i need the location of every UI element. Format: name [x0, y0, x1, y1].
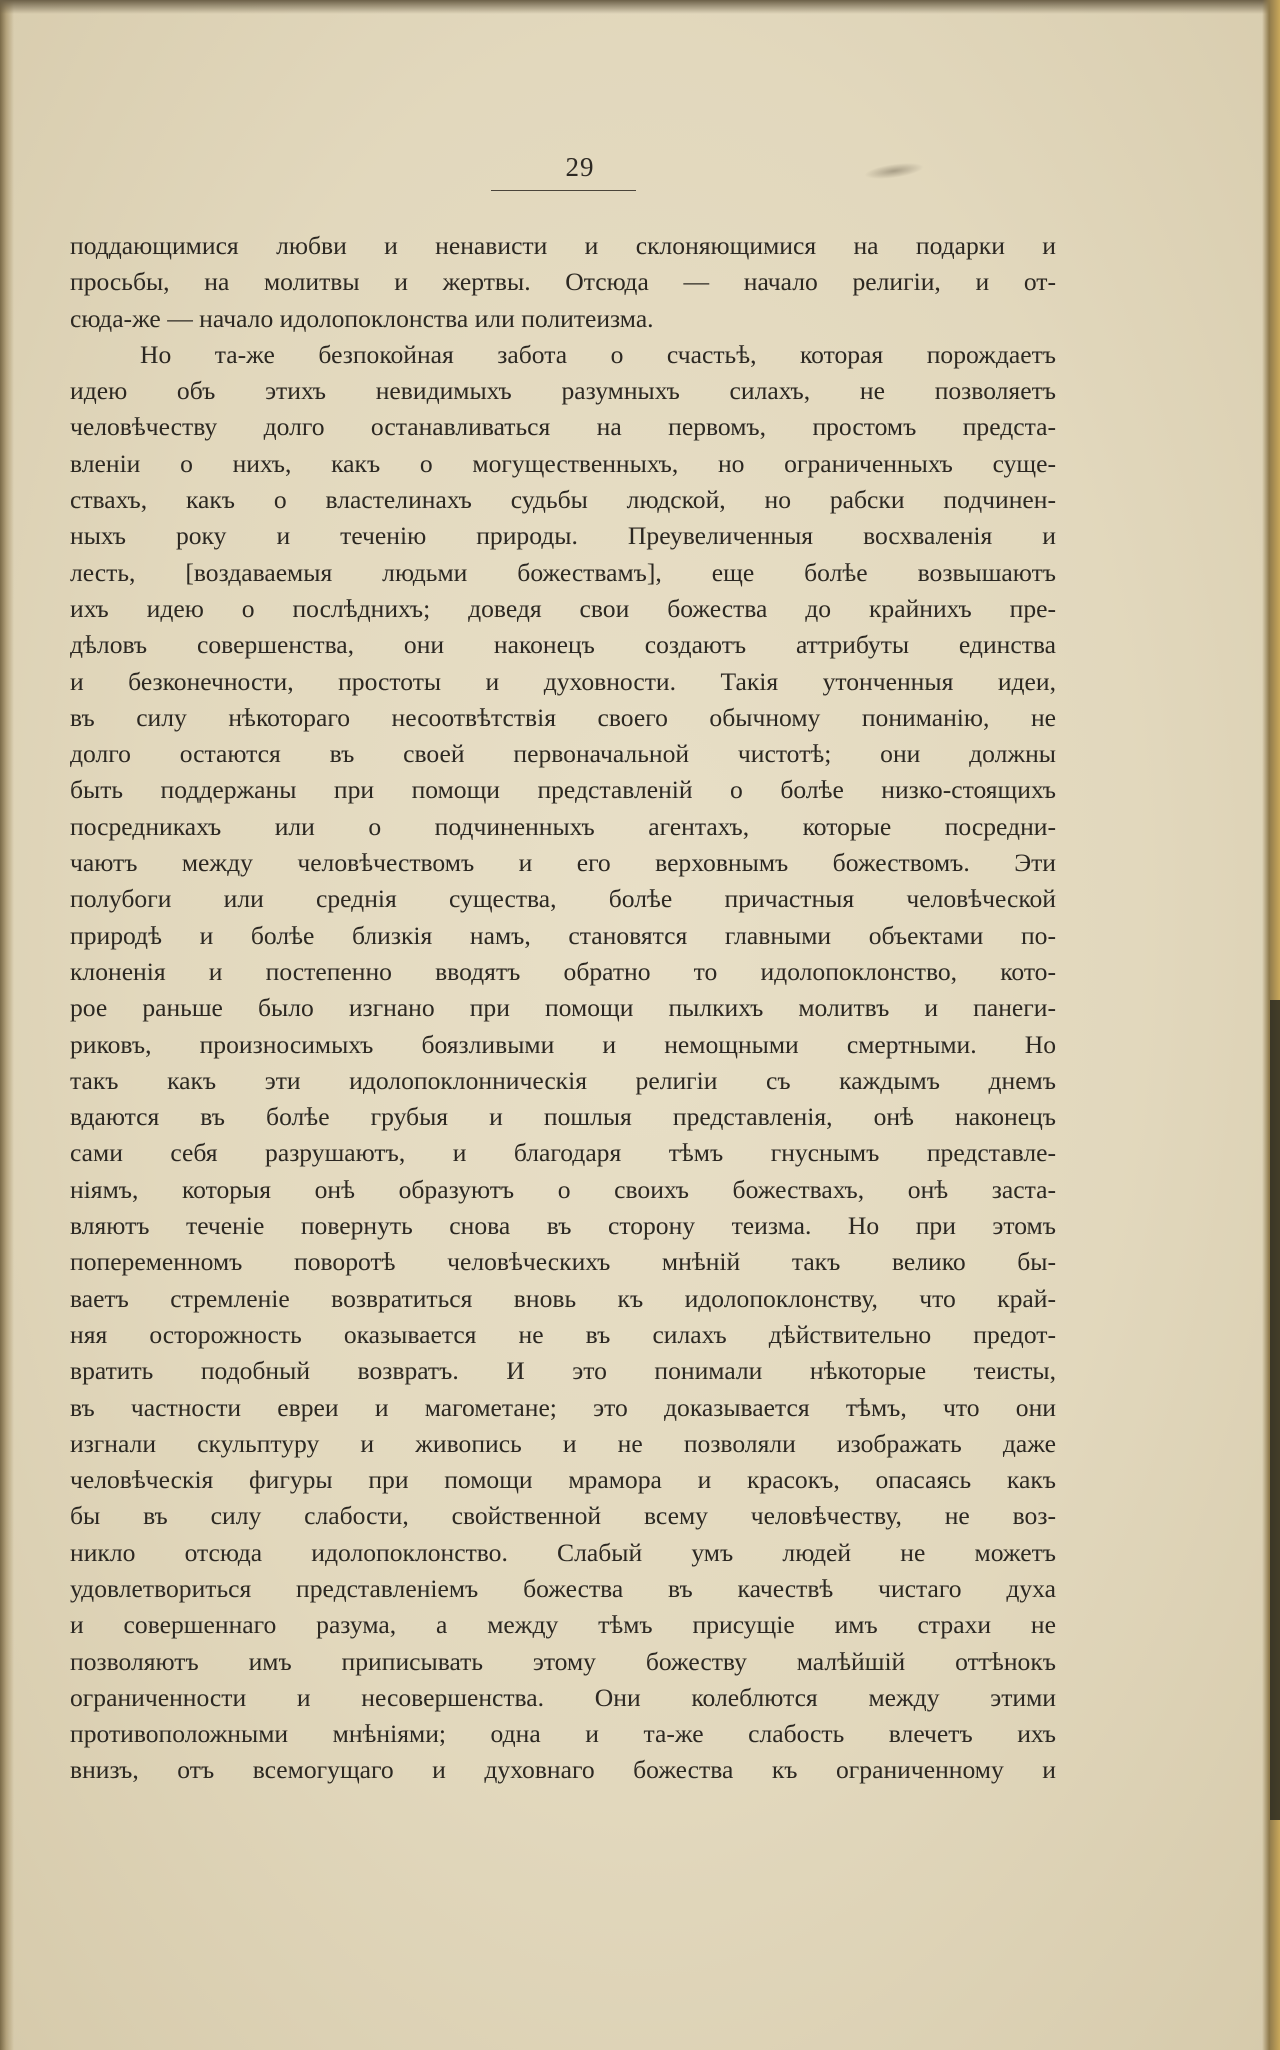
text-line: такъ какъ эти идолопоклонническiя религiи съ каждымъ днемъ [70, 1065, 1056, 1095]
text-line: Но та-же безпокойная забота о счастьѣ, которая порождаетъ [140, 339, 1056, 369]
text-line: чаютъ между человѣчествомъ и его верховнымъ божествомъ. Эти [70, 848, 1056, 878]
text-line: клоненiя и постепенно вводятъ обратно то идолопоклонство, кото- [70, 956, 1056, 986]
text-line: ныхъ року и теченiю природы. Преувеличенныя восхваленiя и [70, 521, 1056, 551]
text-line: ограниченности и несовершенства. Они колеблются между этими [70, 1682, 1056, 1712]
top-edge-shadow [0, 0, 1280, 14]
text-line: ихъ идею о послѣднихъ; доведя свои божества до крайнихъ пре- [70, 593, 1056, 623]
binding-edge [0, 0, 14, 2050]
text-line: вратить подобный возвратъ. И это понимали нѣкоторые теисты, [70, 1356, 1056, 1386]
text-line: въ силу нѣкотораго несоотвѣтствiя своего обычному пониманiю, не [70, 702, 1056, 732]
text-line: дѣловъ совершенства, они наконецъ создаютъ аттрибуты единства [70, 630, 1056, 660]
text-line: просьбы, на молитвы и жертвы. Отсюда — начало религiи, и от- [70, 267, 1056, 297]
text-line: человѣческiя фигуры при помощи мрамора и красокъ, опасаясь какъ [70, 1465, 1056, 1495]
page-number-rule [491, 190, 636, 191]
text-line: сами себя разрушаютъ, и благодаря тѣмъ гнуснымъ представле- [70, 1138, 1056, 1168]
text-line: идею объ этихъ невидимыхъ разумныхъ силахъ, не позволяетъ [70, 376, 1056, 406]
text-line: лесть, [воздаваемыя людьми божествамъ], еще болѣе возвышаютъ [70, 557, 1056, 587]
body-text [70, 228, 1056, 1789]
text-line: и безконечности, простоты и духовности. Такiя утонченныя идеи, [70, 666, 1056, 696]
text-line: и совершеннаго разума, а между тѣмъ присущiе имъ страхи не [70, 1610, 1056, 1640]
text-line: сюда-же — начало идолопоклонства или политеизма. [70, 303, 654, 333]
text-line: удовлетвориться представленiемъ божества въ качествѣ чистаго духа [70, 1573, 1056, 1603]
text-line: долго остаются въ своей первоначальной чистотѣ; они должны [70, 739, 1056, 769]
text-line: бы въ силу слабости, свойственной всему человѣчеству, не воз- [70, 1501, 1056, 1531]
text-line: риковъ, произносимыхъ боязливыми и немощными смертными. Но [70, 1029, 1056, 1059]
ink-smudge [863, 160, 924, 182]
text-line: изгнали скульптуру и живопись и не позволяли изображать даже [70, 1428, 1056, 1458]
text-line: ваетъ стремленiе возвратиться вновь къ идолопоклонству, что край- [70, 1283, 1056, 1313]
text-line: природѣ и болѣе близкiя намъ, становятся главными объектами по- [70, 920, 1056, 950]
text-line: внизъ, отъ всемогущаго и духовнаго божества къ ограниченному и [70, 1755, 1056, 1785]
text-line: позволяютъ имъ приписывать этому божеству малѣйшiй оттѣнокъ [70, 1646, 1056, 1676]
text-line: поддающимися любви и ненависти и склоняющимися на подарки и [70, 231, 1056, 260]
text-line: посредникахъ или о подчиненныхъ агентахъ, которые посредни- [70, 811, 1056, 841]
text-line: въ частности евреи и магометане; это доказывается тѣмъ, что они [70, 1392, 1056, 1422]
text-line: вляютъ теченiе повернуть снова въ сторону теизма. Но при этомъ [70, 1211, 1056, 1241]
text-line: противоположными мнѣнiями; одна и та-же слабость влечетъ ихъ [70, 1719, 1056, 1749]
text-line: вленiи о нихъ, какъ о могущественныхъ, но ограниченныхъ суще- [70, 448, 1056, 478]
text-line: нiямъ, которыя онѣ образуютъ о своихъ божествахъ, онѣ заста- [70, 1174, 1056, 1204]
text-line: вдаются въ болѣе грубыя и пошлыя представленiя, онѣ наконецъ [70, 1102, 1056, 1132]
text-line: быть поддержаны при помощи представленiй о болѣе низко-стоящихъ [70, 775, 1056, 805]
text-line: няя осторожность оказывается не въ силахъ дѣйствительно предот- [70, 1319, 1056, 1349]
text-line: рое раньше было изгнано при помощи пылкихъ молитвъ и панеги- [70, 993, 1056, 1023]
text-line: человѣчеству долго останавливаться на первомъ, простомъ предста- [70, 412, 1056, 442]
text-line: полубоги или среднiя существа, болѣе причастныя человѣческой [70, 884, 1056, 914]
text-line: никло отсюда идолопоклонство. Слабый умъ людей не можетъ [70, 1537, 1056, 1567]
text-line: попеременномъ поворотѣ человѣческихъ мнѣнiй такъ велико бы- [70, 1247, 1056, 1277]
right-edge-dark-band [1270, 1000, 1280, 1820]
page-number: 29 [565, 152, 595, 182]
text-line: ствахъ, какъ о властелинахъ судьбы людской, но рабски подчинен- [70, 485, 1056, 515]
